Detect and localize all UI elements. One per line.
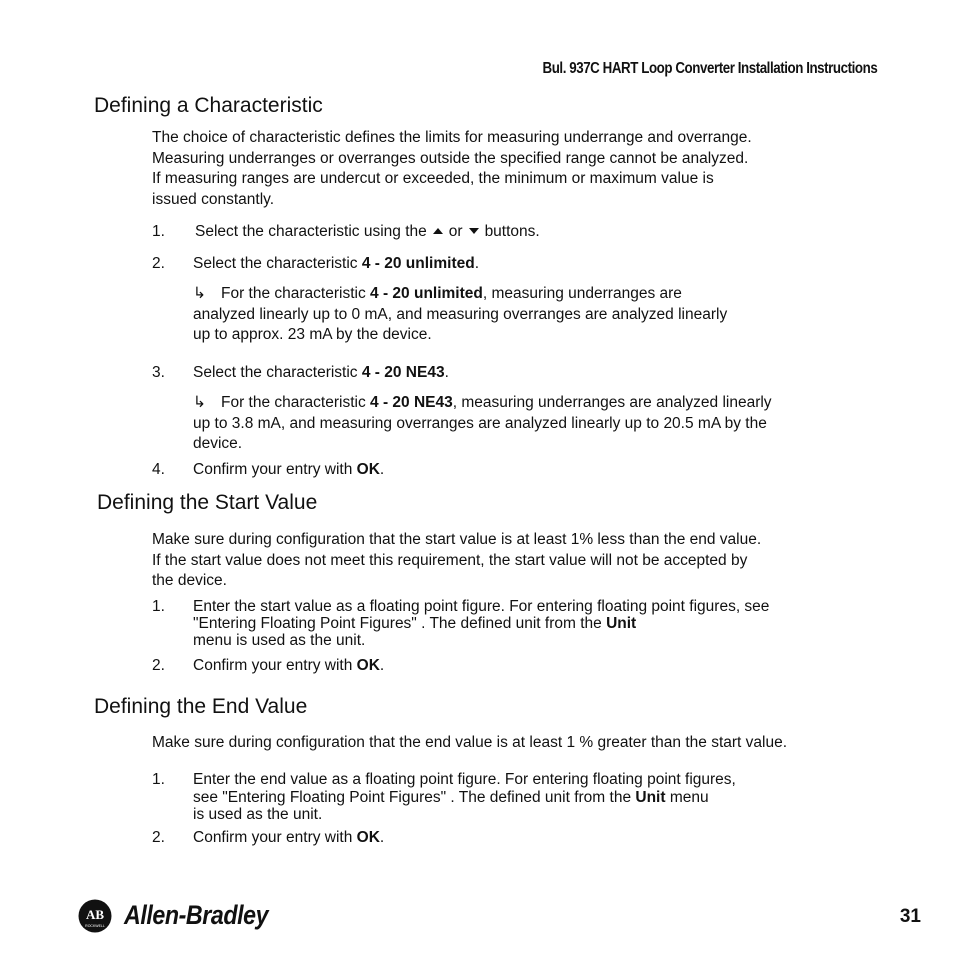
step-text: Confirm your entry with	[193, 829, 357, 846]
step-text: menu	[665, 788, 709, 806]
characteristic-intro	[152, 128, 752, 210]
step-number: 1.	[152, 598, 165, 615]
step-text: Select the characteristic	[193, 364, 362, 381]
characteristic-name: 4 - 20 unlimited	[361, 255, 475, 272]
intro-line: If measuring ranges are undercut or exceeded, the minimum or maximum value is	[152, 170, 714, 187]
step-text: see "Entering Floating Point Figures" . The defined unit from the	[193, 788, 636, 806]
step-text: Enter the end value as a floating point figure. For entering floating point figures,	[193, 771, 736, 788]
end-intro	[152, 733, 787, 754]
result-text: , measuring underranges are	[482, 285, 682, 302]
step-text: Confirm your entry with	[193, 461, 357, 478]
step-text: .	[474, 255, 480, 272]
unit-menu-label: Unit	[635, 788, 666, 806]
ok-key-label: OK	[356, 829, 380, 846]
page-number: 31	[899, 906, 921, 927]
triangle-up-icon	[433, 228, 443, 234]
step-text: .	[379, 657, 385, 674]
running-header: Bul. 937C HART Loop Converter Installation Instructions	[542, 60, 877, 77]
ok-key-label: OK	[356, 657, 380, 674]
result-3	[193, 393, 772, 455]
intro-line: issued constantly.	[152, 190, 275, 208]
section-heading-end-value: Defining the End Value	[94, 695, 308, 718]
step-text: is used as the unit.	[193, 806, 323, 823]
step-text: or	[448, 223, 463, 240]
step-number: 3.	[152, 364, 165, 381]
step-number: 2.	[152, 829, 165, 846]
intro-line: The choice of characteristic defines the limits for measuring underrange and overrange.	[152, 129, 752, 146]
characteristic-name: 4 - 20 unlimited	[370, 285, 483, 302]
result-text: For the characteristic	[221, 394, 371, 411]
characteristic-name: 4 - 20 NE43	[370, 394, 453, 411]
intro-line: Make sure during configuration that the end value is at least 1 % greater than the start value.	[152, 734, 788, 751]
allen-bradley-logo-icon	[78, 899, 112, 933]
step-text: .	[379, 461, 385, 478]
section-heading-start-value: Defining the Start Value	[97, 491, 318, 514]
step-text: Enter the start value as a floating point figure. For entering floating point figures, see	[193, 598, 770, 615]
right-hook-arrow-icon: ↳	[193, 285, 206, 302]
step-text: Select the characteristic using the	[195, 223, 427, 240]
intro-line: If the start value does not meet this requirement, the start value will not be accepted by	[152, 551, 748, 569]
step-text: Confirm your entry with	[193, 657, 357, 674]
brand-wordmark: Allen-Bradley	[124, 900, 269, 930]
result-text: For the characteristic	[221, 285, 371, 302]
result-2	[193, 284, 727, 346]
result-line: up to 3.8 mA, and measuring overranges are analyzed linearly up to 20.5 mA by the	[193, 414, 767, 432]
step-number: 1.	[152, 223, 165, 240]
result-line: analyzed linearly up to 0 mA, and measuring overranges are analyzed linearly	[193, 305, 728, 323]
result-text: , measuring underranges are analyzed linearly	[452, 394, 772, 411]
ok-key-label: OK	[356, 461, 380, 478]
step-text: Select the characteristic	[193, 255, 362, 272]
triangle-down-icon	[469, 228, 479, 234]
step-text: menu is used as the unit.	[193, 632, 366, 649]
step-text: .	[379, 829, 385, 846]
step-number: 2.	[152, 657, 165, 674]
right-hook-arrow-icon: ↳	[193, 394, 206, 411]
start-intro	[152, 530, 761, 592]
step-text: "Entering Floating Point Figures" . The defined unit from the	[193, 615, 607, 632]
step-number: 2.	[152, 255, 165, 272]
intro-line: Measuring underranges or overranges outside the specified range cannot be analyzed.	[152, 149, 749, 167]
step-number: 1.	[152, 771, 165, 788]
intro-line: the device.	[152, 572, 227, 589]
section-heading-characteristic: Defining a Characteristic	[94, 94, 323, 117]
unit-menu-label: Unit	[606, 615, 637, 632]
result-line: device.	[193, 435, 243, 452]
result-line: up to approx. 23 mA by the device.	[193, 326, 432, 343]
step-text: buttons.	[484, 223, 540, 240]
intro-line: Make sure during configuration that the start value is at least 1% less than the end value.	[152, 531, 762, 548]
step-number: 4.	[152, 461, 165, 478]
logo-lettering: AB	[85, 907, 105, 922]
characteristic-name: 4 - 20 NE43	[361, 364, 445, 381]
step-text: .	[444, 364, 449, 381]
logo-subtext: ROCKWELL	[85, 924, 105, 928]
